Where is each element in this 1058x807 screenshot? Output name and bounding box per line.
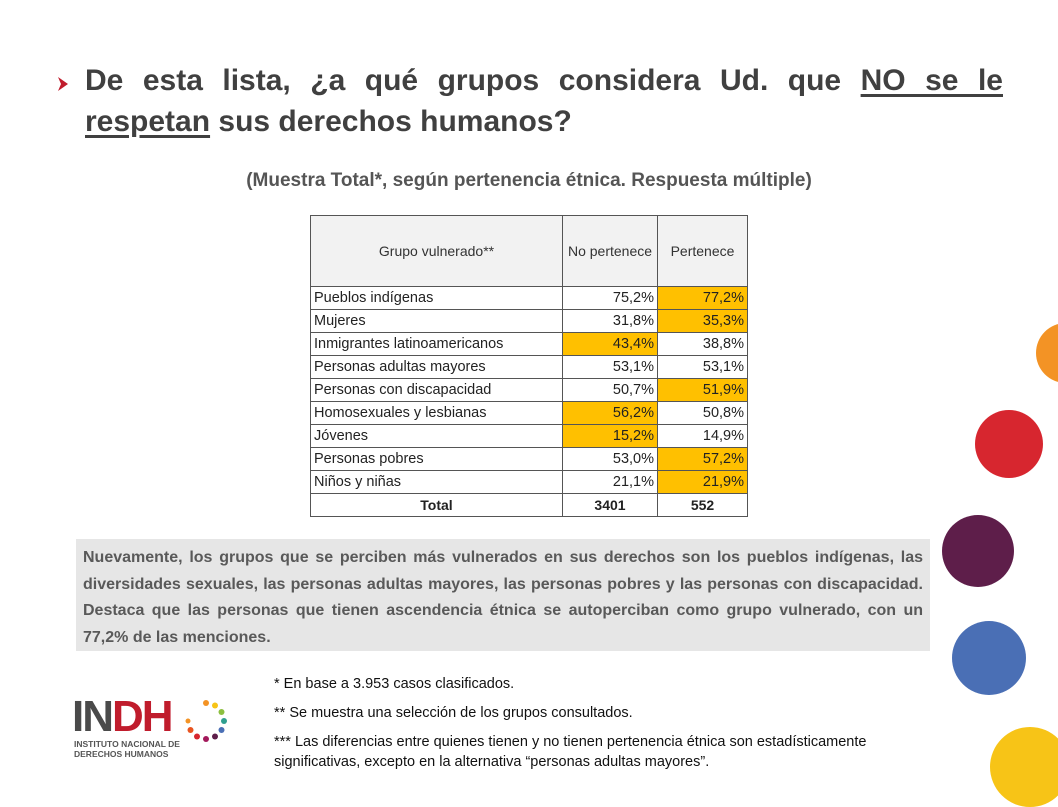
cell-si: 50,8% (658, 402, 748, 425)
table-row (311, 379, 748, 402)
footnote-3: *** Las diferencias entre quienes tienen y no tienen pertenencia étnica son estadísticamente significativas, excepto en la alternativa “personas adultas mayores”. (274, 734, 867, 770)
decorative-circle-red (975, 410, 1043, 478)
table-header-row (311, 216, 748, 287)
cell-no: 75,2% (563, 287, 658, 310)
cell-total-label: Total (311, 494, 563, 517)
decorative-circle-blue (952, 621, 1026, 695)
cell-no: 53,1% (563, 356, 658, 379)
results-table (310, 215, 748, 517)
decorative-circle-purple (942, 515, 1014, 587)
cell-group: Homosexuales y lesbianas (311, 402, 563, 425)
cell-si: 21,9% (658, 471, 748, 494)
cell-group: Personas adultas mayores (311, 356, 563, 379)
cell-no: 15,2% (563, 425, 658, 448)
title-underlined-text-2: respetan (85, 105, 211, 138)
decorative-circle-yellow (990, 727, 1058, 807)
decorative-circle-orange (1036, 323, 1058, 383)
header-pertenece: Pertenece (658, 216, 748, 287)
cell-no: 43,4% (563, 333, 658, 356)
cell-no: 50,7% (563, 379, 658, 402)
cell-si: 77,2% (658, 287, 748, 310)
footnote-1: * En base a 3.953 casos clasificados. (274, 676, 515, 692)
chevron-right-icon (54, 74, 74, 94)
table-row (311, 471, 748, 494)
cell-total-si: 552 (658, 494, 748, 517)
cell-si: 35,3% (658, 310, 748, 333)
table-row (311, 425, 748, 448)
table-total-row (311, 494, 748, 517)
logo-dots-icon (184, 699, 228, 743)
cell-si: 14,9% (658, 425, 748, 448)
summary-note: Nuevamente, los grupos que se perciben más vulnerados en sus derechos son los pueblos indígenas, las diversidades sexuales, las personas adultas mayores, las personas pobres y las personas con discapacidad. Destaca que las personas que tienen ascendencia étnica se autoperciban como grupo vulnerado, con un 77,2% de las menciones. (76, 539, 930, 651)
table-row (311, 402, 748, 425)
page-title-line-1: De esta lista, ¿a qué grupos considera Ud. que NO se le (85, 64, 1003, 97)
header-no-pertenece: No pertenece (563, 216, 658, 287)
subtitle: (Muestra Total*, según pertenencia étnica. Respuesta múltiple) (246, 170, 812, 191)
table-row (311, 448, 748, 471)
cell-no: 53,0% (563, 448, 658, 471)
cell-no: 56,2% (563, 402, 658, 425)
indh-logo (72, 692, 232, 765)
logo-subtitle: INSTITUTO NACIONAL DE DERECHOS HUMANOS (74, 739, 180, 759)
cell-group: Jóvenes (311, 425, 563, 448)
table-row (311, 333, 748, 356)
table-row (311, 310, 748, 333)
header-group: Grupo vulnerado** (311, 216, 563, 287)
cell-si: 53,1% (658, 356, 748, 379)
footnote-2: ** Se muestra una selección de los grupos consultados. (274, 705, 633, 721)
cell-group: Personas pobres (311, 448, 563, 471)
footnotes (274, 674, 954, 781)
cell-group: Pueblos indígenas (311, 287, 563, 310)
table-row (311, 356, 748, 379)
page-title-line-2: respetan sus derechos humanos? (85, 105, 572, 138)
cell-group: Mujeres (311, 310, 563, 333)
logo-wordmark: INDH (72, 692, 172, 741)
cell-no: 31,8% (563, 310, 658, 333)
title-underlined-text: NO se le (860, 64, 1003, 97)
cell-si: 57,2% (658, 448, 748, 471)
table-row (311, 287, 748, 310)
cell-si: 38,8% (658, 333, 748, 356)
cell-group: Inmigrantes latinoamericanos (311, 333, 563, 356)
cell-si: 51,9% (658, 379, 748, 402)
cell-group: Niños y niñas (311, 471, 563, 494)
cell-no: 21,1% (563, 471, 658, 494)
cell-group: Personas con discapacidad (311, 379, 563, 402)
cell-total-no: 3401 (563, 494, 658, 517)
